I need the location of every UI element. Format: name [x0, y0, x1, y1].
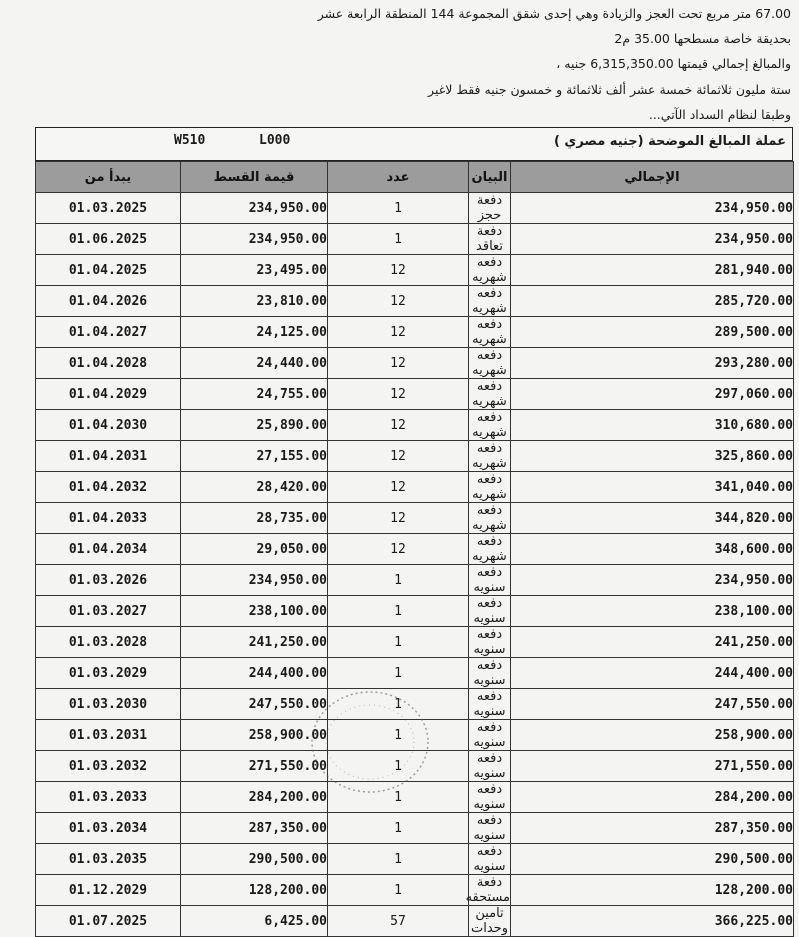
row-description: دفعه شهريه — [469, 379, 511, 410]
row-installment-amount: 271,550.00 — [181, 751, 328, 782]
table-row — [36, 503, 794, 534]
row-installment-amount: 29,050.00 — [181, 534, 328, 565]
table-row — [36, 720, 794, 751]
row-total: 341,040.00 — [511, 472, 794, 503]
row-description: دفعه سنويه — [469, 844, 511, 875]
row-total: 244,400.00 — [511, 658, 794, 689]
row-start-date: 01.04.2034 — [36, 534, 181, 565]
table-row — [36, 627, 794, 658]
table-row — [36, 906, 794, 937]
table-row — [36, 844, 794, 875]
row-start-date: 01.04.2025 — [36, 255, 181, 286]
row-count: 1 — [328, 565, 469, 596]
row-start-date: 01.04.2027 — [36, 317, 181, 348]
row-count: 1 — [328, 875, 469, 906]
row-description: دفعة مستحقه — [465, 875, 510, 905]
row-count: 1 — [328, 844, 469, 875]
currency-box — [35, 127, 793, 161]
row-count: 1 — [328, 658, 469, 689]
table-row — [36, 410, 794, 441]
row-installment-amount: 28,735.00 — [181, 503, 328, 534]
row-count: 1 — [328, 782, 469, 813]
row-count: 12 — [328, 255, 469, 286]
table-row — [36, 255, 794, 286]
table-row — [36, 472, 794, 503]
header-total: الإجمالي — [511, 162, 794, 193]
row-start-date: 01.04.2026 — [36, 286, 181, 317]
row-installment-amount: 6,425.00 — [181, 906, 328, 937]
row-total: 325,860.00 — [511, 441, 794, 472]
row-description: دفعه شهريه — [469, 410, 511, 441]
row-total: 348,600.00 — [511, 534, 794, 565]
row-total: 241,250.00 — [511, 627, 794, 658]
row-description: دفعه شهريه — [469, 472, 511, 503]
row-start-date: 01.03.2025 — [36, 193, 181, 224]
table-row — [36, 751, 794, 782]
table-row — [36, 193, 794, 224]
row-description: دفعة تعاقد — [469, 224, 511, 255]
row-total: 234,950.00 — [511, 565, 794, 596]
row-count: 1 — [328, 813, 469, 844]
row-total: 366,225.00 — [511, 906, 794, 937]
row-start-date: 01.03.2026 — [36, 565, 181, 596]
row-count: 12 — [328, 503, 469, 534]
row-count: 12 — [328, 410, 469, 441]
row-count: 1 — [328, 193, 469, 224]
row-description: دفعه شهريه — [469, 255, 511, 286]
row-installment-amount: 241,250.00 — [181, 627, 328, 658]
row-description: دفعه شهريه — [469, 441, 511, 472]
header-line-1: 67.00 متر مربع تحت العجز والزيادة وهي إحدى شقق المجموعة 144 المنطقة الرابعة عشر — [317, 6, 791, 21]
table-row — [36, 875, 794, 906]
row-total: 128,200.00 — [511, 875, 794, 906]
row-start-date: 01.03.2027 — [36, 596, 181, 627]
row-description: دفعه سنويه — [469, 627, 511, 658]
row-start-date: 01.03.2032 — [36, 751, 181, 782]
header-desc: البيان — [469, 162, 511, 193]
table-row — [36, 224, 794, 255]
table-row — [36, 565, 794, 596]
row-installment-amount: 247,550.00 — [181, 689, 328, 720]
row-description: دفعه سنويه — [469, 751, 511, 782]
row-description: دفعه شهريه — [469, 286, 511, 317]
row-start-date: 01.03.2033 — [36, 782, 181, 813]
row-count: 12 — [328, 441, 469, 472]
table-row — [36, 782, 794, 813]
currency-label: عملة المبالغ الموضحة (جنيه مصري ) — [553, 134, 786, 149]
header-line-3: والمبالغ إجمالي قيمتها 6,315,350.00 جنيه ، — [556, 56, 791, 71]
row-installment-amount: 27,155.00 — [181, 441, 328, 472]
table-row — [36, 534, 794, 565]
row-total: 271,550.00 — [511, 751, 794, 782]
row-installment-amount: 234,950.00 — [181, 193, 328, 224]
code-w510: W510 — [174, 133, 206, 148]
table-row — [36, 379, 794, 410]
row-count: 12 — [328, 317, 469, 348]
table-row — [36, 813, 794, 844]
row-total: 344,820.00 — [511, 503, 794, 534]
header-start: يبدأ من — [36, 162, 181, 193]
table-row — [36, 317, 794, 348]
row-start-date: 01.03.2035 — [36, 844, 181, 875]
row-installment-amount: 238,100.00 — [181, 596, 328, 627]
table-row — [36, 441, 794, 472]
row-start-date: 01.03.2030 — [36, 689, 181, 720]
row-count: 12 — [328, 534, 469, 565]
row-installment-amount: 234,950.00 — [181, 224, 328, 255]
row-installment-amount: 24,440.00 — [181, 348, 328, 379]
row-total: 238,100.00 — [511, 596, 794, 627]
table-row — [36, 689, 794, 720]
row-description: دفعه سنويه — [469, 720, 511, 751]
row-description: دفعه شهريه — [469, 534, 511, 565]
row-start-date: 01.06.2025 — [36, 224, 181, 255]
row-count: 1 — [328, 627, 469, 658]
row-installment-amount: 25,890.00 — [181, 410, 328, 441]
header-count: عدد — [328, 162, 469, 193]
row-description: تامين وحدات — [469, 906, 511, 937]
payment-schedule-table — [35, 161, 794, 937]
header-line-2: بحديقة خاصة مسطحها 35.00 م2 — [614, 31, 791, 46]
row-total: 287,350.00 — [511, 813, 794, 844]
row-start-date: 01.04.2031 — [36, 441, 181, 472]
row-count: 12 — [328, 472, 469, 503]
table-row — [36, 348, 794, 379]
row-description: دفعه سنويه — [469, 596, 511, 627]
row-count: 12 — [328, 286, 469, 317]
row-count: 1 — [328, 689, 469, 720]
row-description: دفعة حجز — [469, 193, 511, 224]
row-total: 310,680.00 — [511, 410, 794, 441]
row-description: دفعه سنويه — [469, 782, 511, 813]
row-total: 234,950.00 — [511, 193, 794, 224]
row-total: 284,200.00 — [511, 782, 794, 813]
row-description: دفعه شهريه — [469, 503, 511, 534]
table-row — [36, 596, 794, 627]
header-amount: قيمة القسط — [181, 162, 328, 193]
row-description: دفعه سنويه — [469, 689, 511, 720]
row-start-date: 01.04.2028 — [36, 348, 181, 379]
row-installment-amount: 128,200.00 — [181, 875, 328, 906]
row-installment-amount: 234,950.00 — [181, 565, 328, 596]
row-count: 12 — [328, 379, 469, 410]
header-line-4: ستة مليون ثلاثمائة خمسة عشر ألف ثلاثمائة و خمسون جنيه فقط لاغير — [428, 82, 791, 97]
row-total: 234,950.00 — [511, 224, 794, 255]
row-count: 57 — [328, 906, 469, 937]
row-installment-amount: 23,495.00 — [181, 255, 328, 286]
row-installment-amount: 244,400.00 — [181, 658, 328, 689]
row-installment-amount: 24,755.00 — [181, 379, 328, 410]
row-installment-amount: 24,125.00 — [181, 317, 328, 348]
row-total: 290,500.00 — [511, 844, 794, 875]
row-count: 1 — [328, 224, 469, 255]
row-count: 1 — [328, 751, 469, 782]
row-start-date: 01.07.2025 — [36, 906, 181, 937]
table-row — [36, 286, 794, 317]
row-total: 247,550.00 — [511, 689, 794, 720]
row-start-date: 01.03.2029 — [36, 658, 181, 689]
row-description: دفعه سنويه — [469, 565, 511, 596]
header-line-5: وطبقا لنظام السداد الآتي... — [648, 107, 791, 122]
row-description: دفعه شهريه — [469, 317, 511, 348]
row-start-date: 01.04.2029 — [36, 379, 181, 410]
row-start-date: 01.04.2032 — [36, 472, 181, 503]
row-installment-amount: 284,200.00 — [181, 782, 328, 813]
table-body — [36, 193, 794, 937]
row-start-date: 01.04.2033 — [36, 503, 181, 534]
row-description: دفعه سنويه — [469, 658, 511, 689]
row-description: دفعه شهريه — [469, 348, 511, 379]
row-start-date: 01.03.2031 — [36, 720, 181, 751]
row-installment-amount: 290,500.00 — [181, 844, 328, 875]
table-header-row — [36, 162, 794, 193]
row-start-date: 01.03.2034 — [36, 813, 181, 844]
row-count: 1 — [328, 596, 469, 627]
row-start-date: 01.03.2028 — [36, 627, 181, 658]
row-total: 293,280.00 — [511, 348, 794, 379]
table-row — [36, 658, 794, 689]
row-start-date: 01.04.2030 — [36, 410, 181, 441]
row-installment-amount: 287,350.00 — [181, 813, 328, 844]
row-total: 281,940.00 — [511, 255, 794, 286]
row-installment-amount: 258,900.00 — [181, 720, 328, 751]
row-total: 297,060.00 — [511, 379, 794, 410]
row-start-date: 01.12.2029 — [36, 875, 181, 906]
row-count: 1 — [328, 720, 469, 751]
row-installment-amount: 28,420.00 — [181, 472, 328, 503]
row-total: 289,500.00 — [511, 317, 794, 348]
row-total: 285,720.00 — [511, 286, 794, 317]
row-total: 258,900.00 — [511, 720, 794, 751]
row-count: 12 — [328, 348, 469, 379]
code-l000: L000 — [259, 133, 291, 148]
row-installment-amount: 23,810.00 — [181, 286, 328, 317]
row-description: دفعه سنويه — [469, 813, 511, 844]
